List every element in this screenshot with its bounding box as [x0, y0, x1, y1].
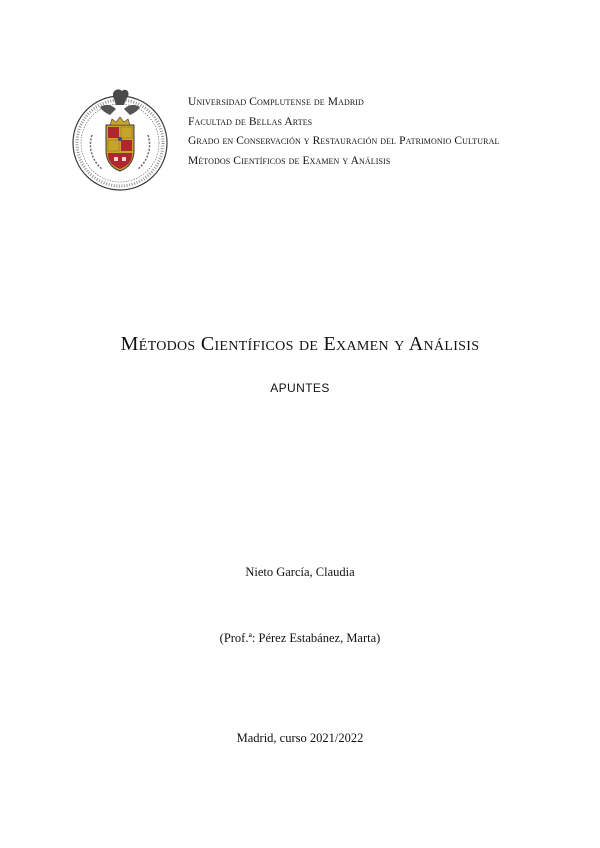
- author-name: Nieto García, Claudia: [245, 565, 355, 579]
- header-course: Métodos Científicos de Examen y Análisis: [188, 154, 391, 167]
- university-seal-icon: [70, 85, 170, 197]
- document-subtitle: APUNTES: [270, 381, 330, 395]
- seal-wing-right: [124, 105, 140, 115]
- header-degree: Grado en Conservación y Restauración del Patrimonio Cultural: [188, 135, 500, 147]
- header-faculty: Facultad de Bellas Artes: [188, 115, 313, 128]
- institution-header: [188, 93, 499, 171]
- seal-wing-left: [100, 105, 116, 115]
- professor-name: (Prof.ª: Pérez Estabánez, Marta): [219, 631, 381, 645]
- header-university: Universidad Complutense de Madrid: [188, 96, 364, 108]
- seal-quarter-1: [108, 127, 119, 138]
- seal-foliage-left: [90, 135, 102, 169]
- seal-checker-a: [114, 157, 118, 161]
- seal-checker-b: [122, 157, 126, 161]
- seal-foliage-right: [138, 135, 150, 169]
- seal-shield-base: [108, 153, 132, 169]
- place-and-date: Madrid, curso 2021/2022: [236, 731, 364, 745]
- seal-crest: [113, 89, 129, 105]
- seal-quarter-2: [121, 127, 132, 138]
- seal-quarter-4: [121, 140, 132, 151]
- seal-crown: [110, 117, 130, 125]
- seal-center-dot: [118, 137, 122, 141]
- document-title: Métodos Científicos de Examen y Análisis: [120, 333, 480, 355]
- seal-quarter-3: [108, 140, 119, 151]
